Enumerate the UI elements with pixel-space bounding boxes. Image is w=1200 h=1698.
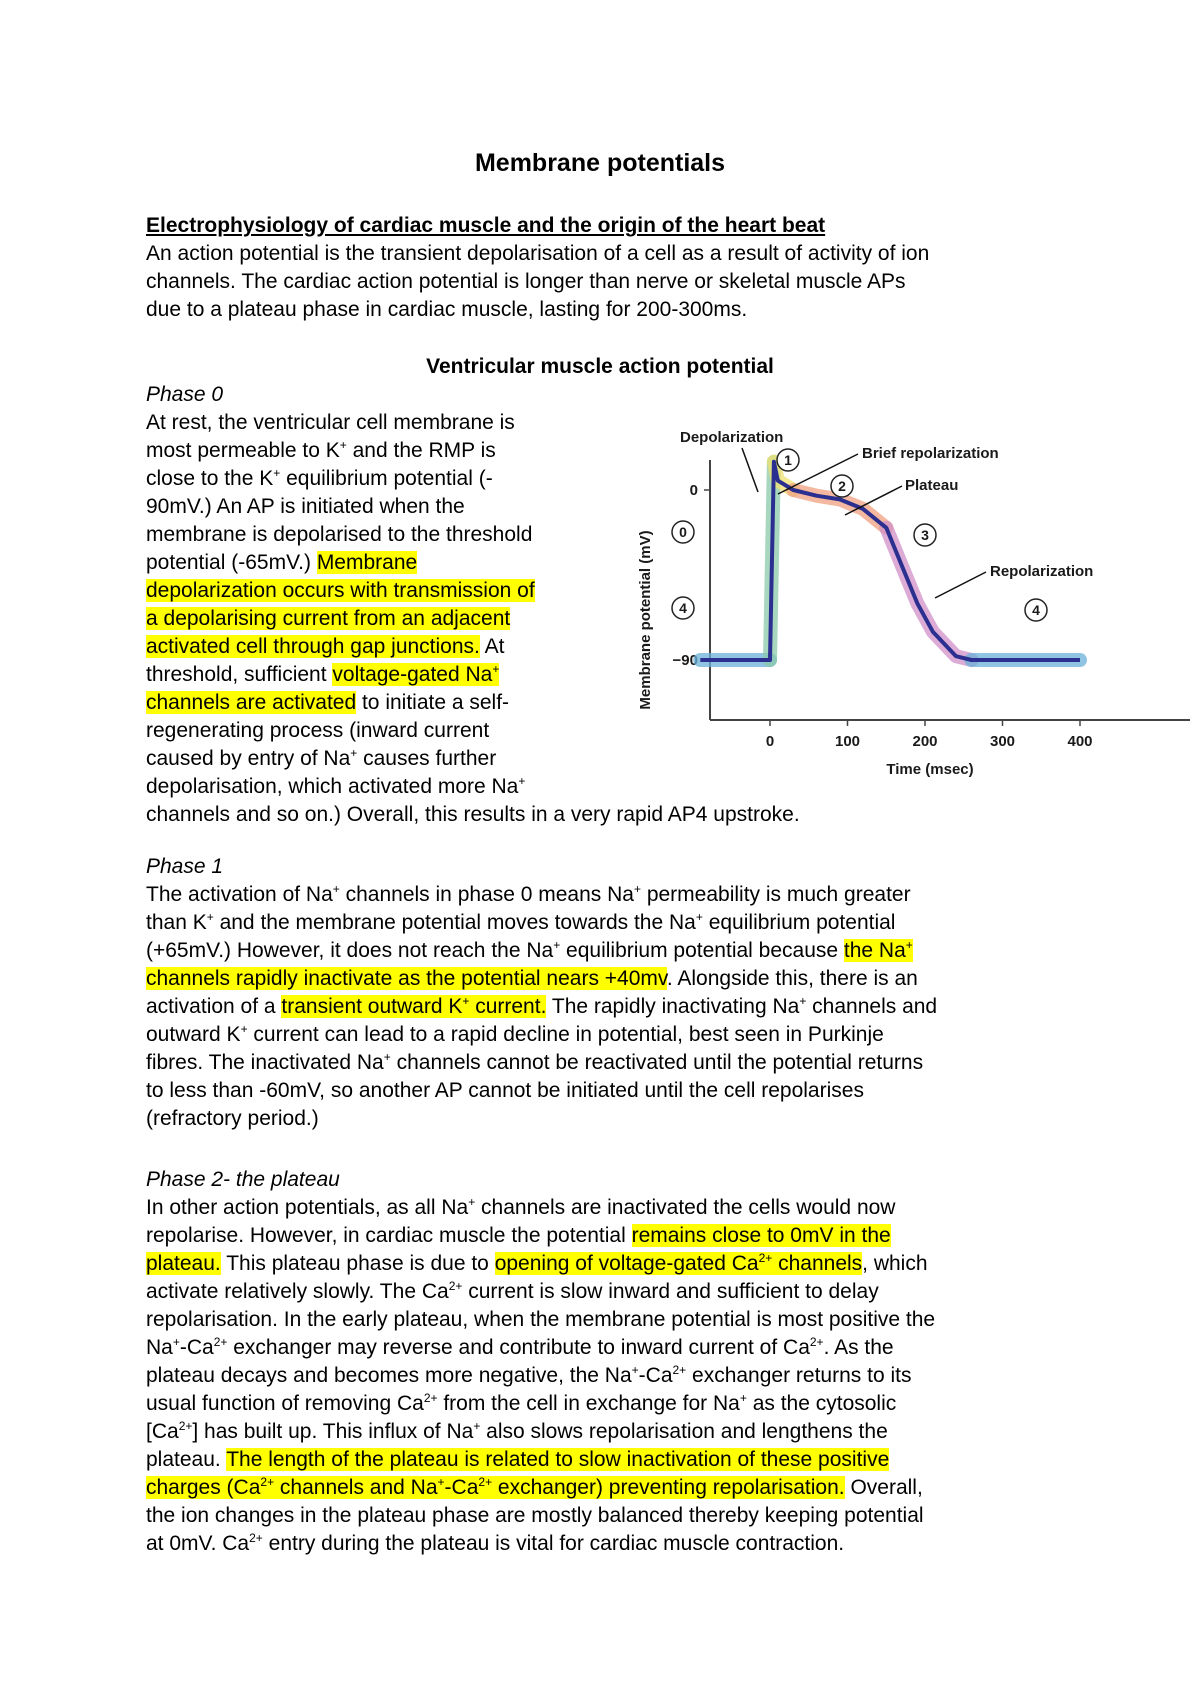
highlight: Membrane [316, 551, 418, 574]
phase-4-right-marker [1025, 599, 1047, 621]
phase2-title: Phase 2- the plateau [146, 1168, 340, 1191]
x-axis-label: Time (msec) [886, 761, 974, 778]
phase2-line: repolarise. However, in cardiac muscle the potential remains close to 0mV in the [146, 1224, 891, 1247]
phase2-line: plateau decays and becomes more negative, the $Na^+-Ca^{2+}$ exchanger returns to its [146, 1363, 912, 1387]
phase1-paragraph [146, 881, 1086, 1133]
phase1-title: Phase 1 [146, 855, 224, 878]
phase2-line: at 0mV. $Ca^{2+}$ entry during the plateau is vital for cardiac muscle contraction. [146, 1531, 845, 1555]
page-title: Membrane potentials [474, 149, 726, 177]
highlight: transient outward K+ current. [281, 994, 547, 1018]
phase1-line: (refractory period.) [146, 1107, 319, 1130]
phase0-line: regenerating process (inward current [146, 719, 490, 742]
svg-text:4: 4 [679, 600, 687, 616]
phase2-line: $[Ca^{2+}]$ has built up. This influx of Na+ also slows repolarisation and lengthens the [146, 1419, 888, 1443]
phase2-line: plateau. This plateau phase is due to opening of voltage-gated $Ca^{2+}$ channels, which [146, 1251, 928, 1275]
y-axis-label: Membrane potential (mV) [637, 530, 654, 710]
phase0-line: threshold, sufficient voltage-gated Na+ [146, 662, 500, 686]
intro-line: due to a plateau phase in cardiac muscle, lasting for 200-300ms. [146, 298, 748, 321]
highlight: opening of voltage-gated $Ca^{2+}$ channels [494, 1251, 863, 1275]
svg-text:4: 4 [1032, 602, 1040, 618]
phase1-line: (+65mV.) However, it does not reach the Na+ equilibrium potential because the Na+ [146, 938, 913, 962]
phase0-line: most permeable to K+ and the RMP is [146, 438, 496, 462]
phase-2-marker [831, 475, 853, 497]
depolarization-leader [742, 448, 758, 492]
highlight: channels rapidly inactivate as the potential nears +40mv [146, 967, 667, 990]
x-tick-label: 0 [765, 733, 775, 750]
phase-3-marker [914, 524, 936, 546]
label-brief-repolarization: Brief repolarization [862, 445, 999, 462]
svg-text:2: 2 [838, 478, 846, 494]
phase0-line: membrane is depolarised to the threshold [146, 523, 533, 546]
label-repolarization: Repolarization [990, 563, 1094, 580]
svg-text:3: 3 [921, 527, 929, 543]
highlight: voltage-gated Na+ [332, 662, 500, 686]
phase-1-marker [777, 449, 799, 471]
phase2-line: the ion changes in the plateau phase are mostly balanced thereby keeping potential [146, 1504, 924, 1527]
phase0-title: Phase 0 [146, 383, 224, 406]
phase-0-marker [672, 521, 694, 543]
phase1-line: outward K+ current can lead to a rapid decline in potential, best seen in Purkinje [146, 1022, 884, 1046]
phase0-line: 90mV.) An AP is initiated when the [146, 495, 465, 518]
phase3-band [886, 528, 971, 660]
action-potential-chart [630, 420, 1190, 780]
highlight: the Na+ [843, 938, 913, 962]
svg-text:1: 1 [784, 452, 792, 468]
intro-paragraph [146, 240, 1086, 324]
highlight: remains close to 0mV in the [631, 1224, 891, 1247]
intro-line: channels. The cardiac action potential is longer than nerve or skeletal muscle APs [146, 270, 906, 293]
phase2-line: In other action potentials, as all Na+ channels are inactivated the cells would now [146, 1195, 896, 1219]
y-tick-label: −90 [672, 652, 698, 669]
x-tick-label: 200 [912, 733, 938, 750]
x-tick-label: 400 [1067, 733, 1093, 750]
phase0-line: close to the K+ equilibrium potential (- [146, 466, 493, 490]
highlight: The length of the plateau is related to slow inactivation of these positive [226, 1448, 890, 1471]
phase0-line: channels are activated to initiate a self- [146, 691, 510, 714]
intro-line: An action potential is the transient depolarisation of a cell as a result of activity of ion [146, 242, 930, 265]
phase1-line: fibres. The inactivated Na+ channels cannot be reactivated until the potential returns [146, 1050, 924, 1074]
phase0-line: channels and so on.) Overall, this results in a very rapid AP4 upstroke. [146, 803, 800, 826]
phase0-line: caused by entry of Na+ causes further [146, 746, 497, 770]
phase2-line: usual function of removing $Ca^{2+}$ from the cell in exchange for Na+ as the cytosolic [146, 1391, 897, 1415]
phase1-line: activation of a transient outward K+ current. The rapidly inactivating Na+ channels and [146, 994, 938, 1018]
phase1-line: The activation of Na+ channels in phase 0 means Na+ permeability is much greater [146, 882, 911, 906]
action-potential-figure [630, 420, 1190, 780]
phase1-line: than K+ and the membrane potential moves towards the Na+ equilibrium potential [146, 910, 896, 934]
phase2-line: plateau. The length of the plateau is related to slow inactivation of these positive [146, 1448, 890, 1471]
phase0-line: potential (-65mV.) Membrane [146, 551, 418, 574]
phase2-line: activate relatively slowly. The $Ca^{2+}$ current is slow inward and sufficient to delay [146, 1279, 879, 1303]
phase2-line: $Na^+-Ca^{2+}$ exchanger may reverse and contribute to inward current of $Ca^{2+}$. As the [146, 1335, 894, 1359]
label-plateau: Plateau [905, 477, 959, 494]
x-tick-label: 100 [834, 733, 861, 750]
highlight: charges ($Ca^{2+}$ channels and $Na^+-Ca^{2+}$ exchanger) preventing repolarisation. [146, 1475, 845, 1499]
phase1-line: to less than -60mV, so another AP cannot be initiated until the cell repolarises [146, 1079, 864, 1102]
label-depolarization: Depolarization [680, 429, 784, 446]
highlight: a depolarising current from an adjacent [146, 607, 511, 630]
y-tick-label: 0 [689, 482, 698, 499]
phase0-line: depolarisation, which activated more Na+ [146, 774, 526, 798]
svg-text:0: 0 [679, 524, 687, 540]
subheading: Ventricular muscle action potential [426, 355, 774, 378]
x-tick-label: 300 [989, 733, 1016, 750]
highlight: plateau. [146, 1252, 221, 1275]
phase2-line: repolarisation. In the early plateau, when the membrane potential is most positive the [146, 1308, 936, 1331]
phase2-line: charges ($Ca^{2+}$ channels and $Na^+-Ca^{2+}$ exchanger) preventing repolarisation. Overall, [146, 1475, 923, 1499]
highlight: channels are activated [146, 691, 357, 714]
section-heading: Electrophysiology of cardiac muscle and the origin of the heart beat [146, 214, 826, 237]
highlight: depolarization occurs with transmission of [146, 579, 535, 602]
highlight: activated cell through gap junctions. [146, 635, 480, 658]
phase-4-left-marker [672, 597, 694, 619]
phase0-line: At rest, the ventricular cell membrane is [146, 411, 515, 434]
phase2-paragraph [146, 1194, 1086, 1558]
phase1-line: channels rapidly inactivate as the potential nears +40mv. Alongside this, there is an [146, 967, 918, 990]
repolarization-leader [935, 572, 986, 598]
phase0-line: activated cell through gap junctions. At [146, 635, 505, 658]
